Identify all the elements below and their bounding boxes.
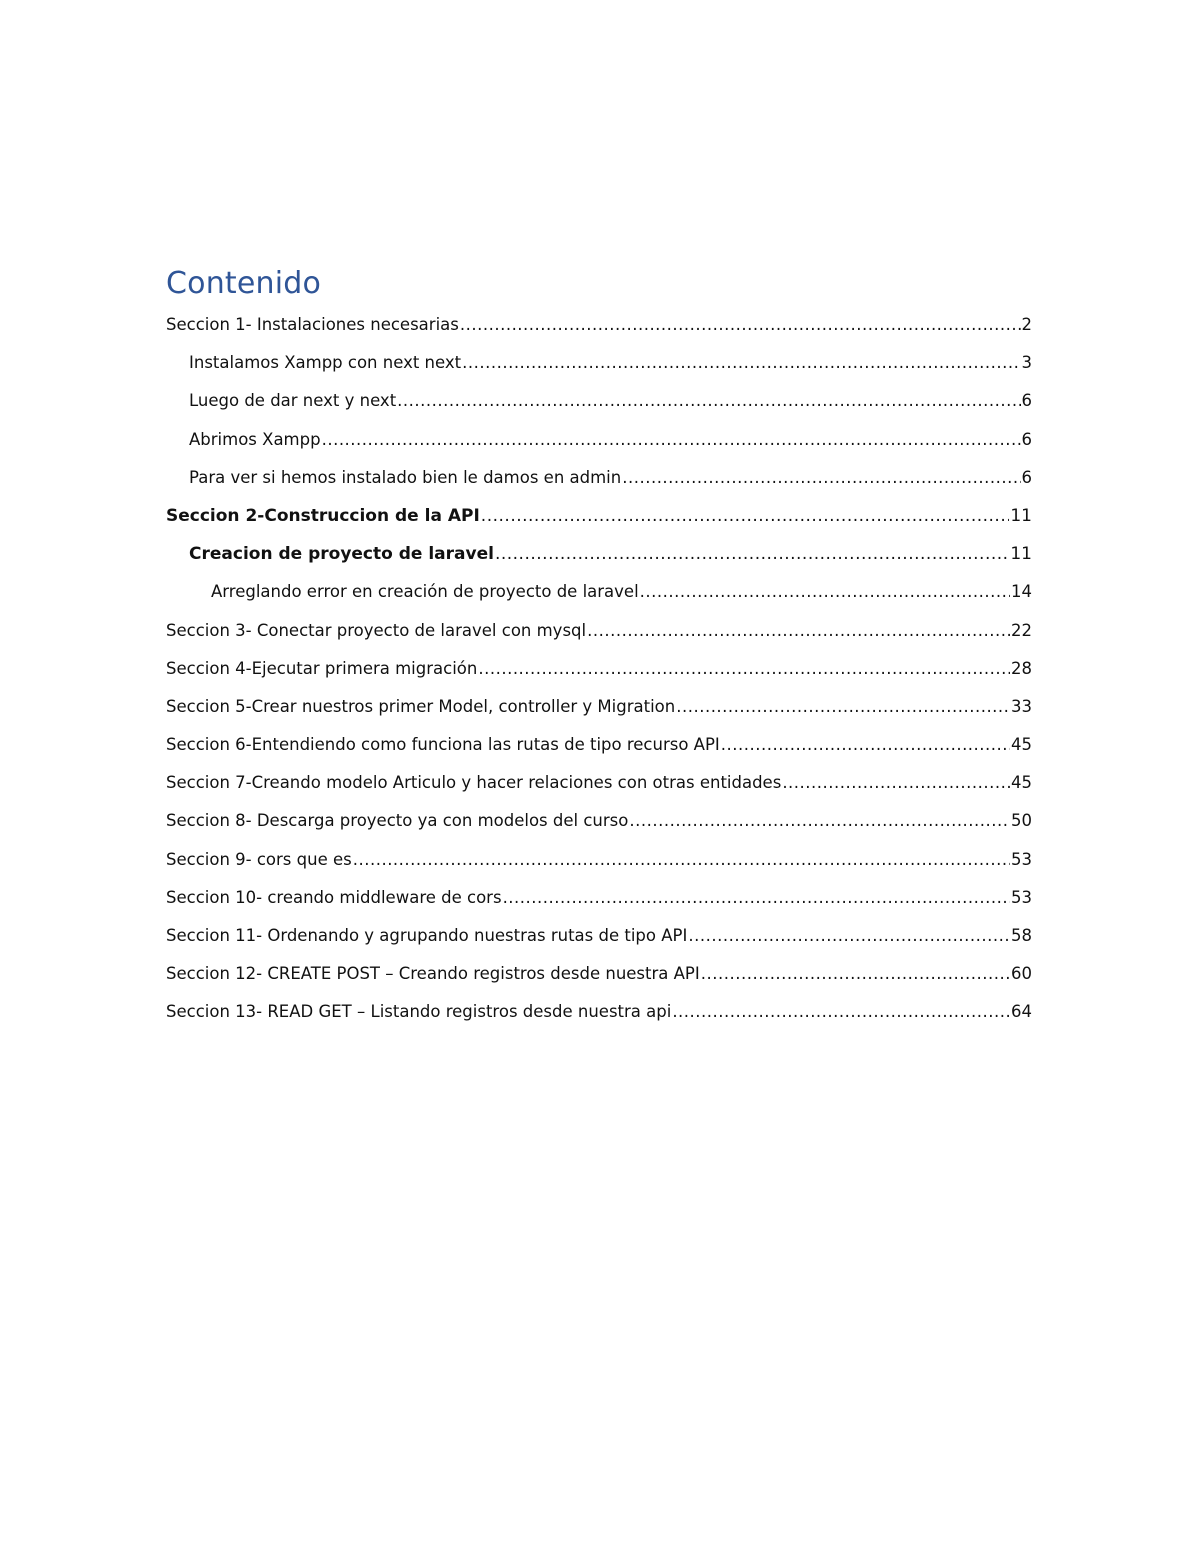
toc-title: Contenido bbox=[166, 266, 322, 301]
toc-entry-text: Luego de dar next y next bbox=[189, 391, 397, 411]
toc-dot-leader bbox=[353, 841, 1010, 879]
toc-page-number: 60 bbox=[1011, 964, 1032, 984]
toc-entry[interactable] bbox=[166, 535, 1032, 573]
toc-page-number: 6 bbox=[1021, 467, 1032, 487]
toc-entry-text: Seccion 4-Ejecutar primera migración bbox=[166, 658, 478, 678]
toc-dot-leader bbox=[397, 382, 1020, 420]
toc-page-number: 45 bbox=[1011, 735, 1032, 755]
toc-entry-text: Seccion 9- cors que es bbox=[166, 849, 352, 869]
toc-dot-leader bbox=[676, 688, 1010, 726]
toc-entry-text: Seccion 2-Construccion de la API bbox=[166, 505, 480, 526]
toc-entry[interactable] bbox=[166, 917, 1032, 955]
toc-entry-text: Seccion 3- Conectar proyecto de laravel con mysql bbox=[166, 620, 587, 640]
toc-dot-leader bbox=[688, 917, 1010, 955]
toc-entry-text: Creacion de proyecto de laravel bbox=[189, 544, 494, 565]
toc-page-number: 11 bbox=[1010, 544, 1032, 565]
toc-dot-leader bbox=[629, 802, 1010, 840]
toc-page-number: 45 bbox=[1011, 773, 1032, 793]
toc-entry-text: Abrimos Xampp bbox=[189, 429, 321, 449]
toc-dot-leader bbox=[721, 726, 1010, 764]
toc-page-number: 22 bbox=[1011, 620, 1032, 640]
table-of-contents bbox=[166, 262, 1032, 1032]
toc-dot-leader bbox=[622, 459, 1020, 497]
toc-page-number: 11 bbox=[1010, 505, 1032, 526]
toc-dot-leader bbox=[782, 764, 1010, 802]
toc-dot-leader bbox=[503, 879, 1010, 917]
toc-dot-leader bbox=[587, 612, 1010, 650]
toc-entry-text: Seccion 11- Ordenando y agrupando nuestras rutas de tipo API bbox=[166, 926, 688, 945]
toc-entry-text: Seccion 1- Instalaciones necesarias bbox=[166, 315, 459, 334]
toc-entry[interactable] bbox=[166, 841, 1032, 879]
toc-entry[interactable] bbox=[166, 459, 1032, 497]
toc-page-number: 3 bbox=[1021, 353, 1032, 373]
toc-dot-leader bbox=[322, 421, 1021, 459]
toc-entry[interactable] bbox=[166, 573, 1032, 611]
toc-entry[interactable] bbox=[166, 344, 1032, 382]
toc-dot-leader bbox=[672, 993, 1010, 1031]
toc-entry[interactable] bbox=[166, 382, 1032, 420]
toc-page-number: 53 bbox=[1011, 849, 1032, 869]
toc-entry[interactable] bbox=[166, 802, 1032, 840]
toc-entry-text: Seccion 5-Crear nuestros primer Model, controller y Migration bbox=[166, 696, 676, 716]
toc-dot-leader bbox=[495, 535, 1009, 573]
toc-dot-leader bbox=[701, 955, 1010, 993]
toc-page-number: 33 bbox=[1011, 696, 1032, 716]
toc-page-number: 64 bbox=[1011, 1002, 1032, 1022]
toc-entry-text: Seccion 8- Descarga proyecto ya con modelos del curso bbox=[166, 811, 629, 831]
toc-page-number: 50 bbox=[1011, 811, 1032, 831]
toc-entry[interactable] bbox=[166, 612, 1032, 650]
toc-entry-text: Seccion 12- CREATE POST – Creando registros desde nuestra API bbox=[166, 964, 700, 984]
toc-entry-text: Seccion 6-Entendiendo como funciona las rutas de tipo recurso API bbox=[166, 735, 720, 755]
toc-dot-leader bbox=[481, 497, 1010, 535]
toc-entry-text: Para ver si hemos instalado bien le damos en admin bbox=[189, 467, 622, 487]
toc-entry[interactable] bbox=[166, 306, 1032, 344]
toc-dot-leader bbox=[462, 344, 1020, 382]
toc-entry[interactable] bbox=[166, 421, 1032, 459]
toc-page-number: 28 bbox=[1011, 658, 1032, 678]
toc-page-number: 6 bbox=[1021, 429, 1032, 449]
toc-dot-leader bbox=[460, 306, 1021, 344]
toc-entry-text: Seccion 13- READ GET – Listando registros desde nuestra api bbox=[166, 1002, 672, 1022]
toc-dot-leader bbox=[640, 573, 1010, 611]
toc-entry[interactable] bbox=[166, 497, 1032, 535]
toc-page-number: 58 bbox=[1011, 926, 1032, 945]
toc-list bbox=[166, 306, 1032, 1032]
toc-page-number: 2 bbox=[1021, 315, 1032, 334]
toc-entry[interactable] bbox=[166, 650, 1032, 688]
toc-entry-text: Seccion 7-Creando modelo Articulo y hacer relaciones con otras entidades bbox=[166, 773, 782, 793]
toc-entry-text: Instalamos Xampp con next next bbox=[189, 353, 462, 373]
toc-entry[interactable] bbox=[166, 726, 1032, 764]
toc-entry[interactable] bbox=[166, 764, 1032, 802]
toc-dot-leader bbox=[478, 650, 1010, 688]
toc-entry[interactable] bbox=[166, 955, 1032, 993]
toc-entry-text: Seccion 10- creando middleware de cors bbox=[166, 887, 502, 907]
toc-entry[interactable] bbox=[166, 993, 1032, 1031]
toc-page-number: 53 bbox=[1011, 887, 1032, 907]
toc-entry-text: Arreglando error en creación de proyecto de laravel bbox=[211, 582, 639, 602]
toc-entry[interactable] bbox=[166, 688, 1032, 726]
toc-page-number: 14 bbox=[1011, 582, 1032, 602]
toc-entry[interactable] bbox=[166, 879, 1032, 917]
toc-page-number: 6 bbox=[1021, 391, 1032, 411]
